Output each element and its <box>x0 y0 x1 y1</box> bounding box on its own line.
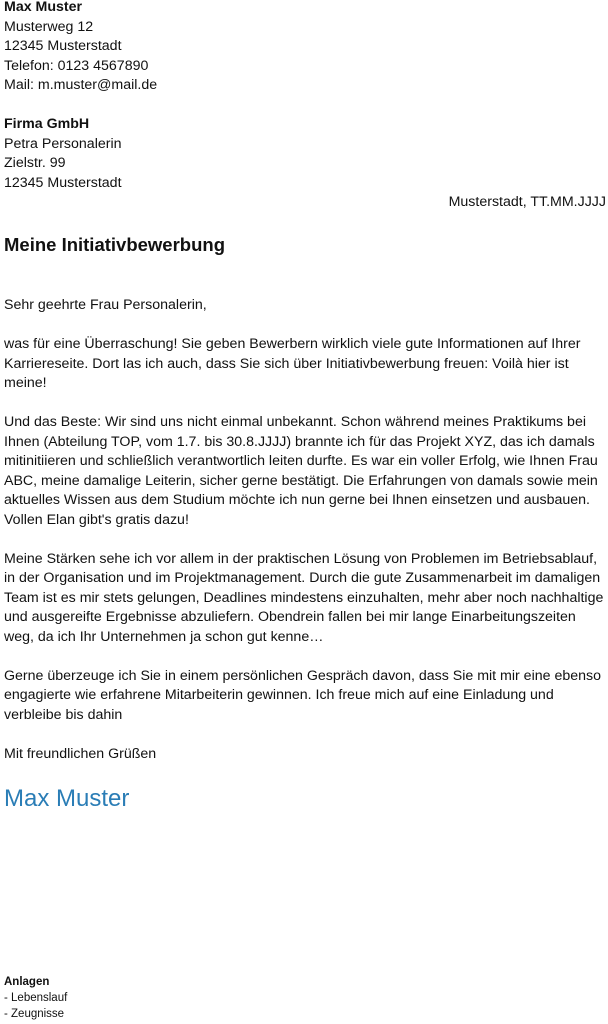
recipient-company: Firma GmbH <box>4 116 90 132</box>
letter-date: Musterstadt, TT.MM.JJJJ <box>448 194 606 210</box>
paragraph: Und das Beste: Wir sind uns nicht einmal unbekannt. Schon während meines Praktikums bei Ihnen (Abteilung TOP, vom 1.7. bis 30.8.JJJJ) brannte ich für das Projekt XYZ, das ich damals mitinitiieren und schließlich verantwortlich leiten durfte. Es war ein voller Erfolg, wie Ihnen Frau ABC, meine damalige Leiterin, sicher gerne bestätigt. Die Erfahrungen von damals sowie mein aktuelles Wissen aus dem Studium möchte ich nun gerne bei Ihnen einsetzen und ausbauen. Vollen Elan gibt's gratis dazu! <box>4 414 598 528</box>
attachments <box>4 974 67 1022</box>
attachments-title: Anlagen <box>4 976 50 988</box>
letter-subject: Meine Initiativbewerbung <box>4 234 225 255</box>
attachment-item: - Zeugnisse <box>4 1008 65 1020</box>
paragraph: Gerne überzeuge ich Sie in einem persönlichen Gespräch davon, dass Sie mit mir eine ebenso engagierte wie erfahrene Mitarbeiterin gewinnen. Ich freue mich auf eine Einladung und verbleibe bis dahin <box>4 667 601 723</box>
recipient-address <box>4 115 604 193</box>
sender-name: Max Muster <box>4 0 83 15</box>
paragraph: was für eine Überraschung! Sie geben Bewerbern wirklich viele gute Informationen auf Ihrer Karriereseite. Dort las ich auch, dass Sie sich über Initiativbewerbung freuen: Voilà hier ist meine! <box>4 336 581 391</box>
sender-city: 12345 Musterstadt <box>4 38 122 54</box>
sender-mail: Mail: m.muster@mail.de <box>4 77 158 93</box>
sender-phone: Telefon: 0123 4567890 <box>4 57 149 74</box>
attachment-item: - Lebenslauf <box>4 992 68 1004</box>
sender-address <box>4 0 604 96</box>
recipient-city: 12345 Musterstadt <box>4 174 122 191</box>
closing: Mit freundlichen Grüßen <box>4 745 157 762</box>
paragraph: Meine Stärken sehe ich vor allem in der praktischen Lösung von Problemen im Betriebsablauf, in der Organisation und im Projektmanagement. Durch die gute Zusammenarbeit im damaligen Team ist es mir stets gelungen, Deadlines mindestens einzuhalten, mehr aber noch nachhaltige und ausgereifte Ergebnisse abzuliefern. Obendrein fallen bei mir lange Einarbeitungszeiten weg, da ich Ihr Unternehmen ja schon gut kenne… <box>4 550 604 645</box>
signature: Max Muster <box>4 784 130 812</box>
recipient-contact: Petra Personalerin <box>4 135 122 152</box>
recipient-street: Zielstr. 99 <box>4 155 66 171</box>
letter-body <box>4 296 604 814</box>
salutation: Sehr geehrte Frau Personalerin, <box>4 297 207 313</box>
sender-street: Musterweg 12 <box>4 18 94 35</box>
